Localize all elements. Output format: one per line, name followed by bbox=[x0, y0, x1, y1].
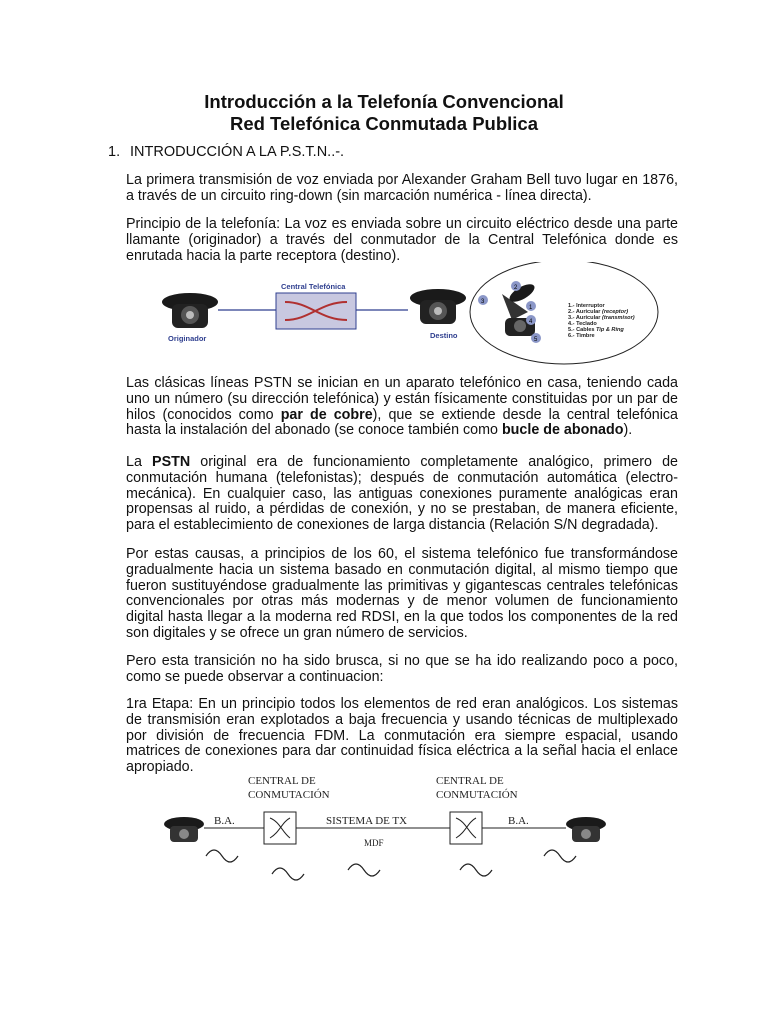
right-phone-icon bbox=[566, 817, 606, 842]
destination-label: Destino bbox=[430, 331, 458, 340]
callout-1 bbox=[526, 301, 536, 311]
right-switch-box bbox=[450, 812, 482, 844]
paragraph-pstn-analog: La PSTN original era de funcionamiento completamente analógico, primero de conmutación humana (telefonistas); después de conmutación automática (electro-mecánica). En cualquier caso, las antiguas conexiones puramente analógicas eran propensas al ruido, a pérdidas de conexión, y no se prestaban, de manera eficiente, para el establecimiento de conexiones de larga distancia (Relación S/N degradada). bbox=[126, 454, 679, 534]
callout-5 bbox=[531, 333, 541, 343]
mdf-label: MDF bbox=[364, 838, 384, 848]
svg-text:3: 3 bbox=[481, 299, 485, 305]
svg-text:2.- Auricular (receptor): 2.- Auricular (receptor) bbox=[568, 309, 629, 315]
callout-4 bbox=[526, 315, 536, 325]
analog-waveforms bbox=[206, 850, 576, 880]
callout-2 bbox=[511, 281, 521, 291]
central-label: Central Telefónica bbox=[281, 282, 346, 291]
detail-oval bbox=[470, 262, 658, 364]
destination-phone-icon bbox=[410, 289, 466, 324]
left-switch-box bbox=[264, 812, 296, 844]
document-subtitle: Red Telefónica Conmutada Publica bbox=[229, 113, 539, 134]
svg-text:3.- Auricular (transmisor): 3.- Auricular (transmisor) bbox=[568, 315, 635, 321]
telephone-network-figure bbox=[150, 262, 680, 372]
origin-label: Originador bbox=[168, 334, 207, 343]
svg-text:6.- Timbre: 6.- Timbre bbox=[568, 333, 595, 339]
svg-text:5: 5 bbox=[534, 337, 538, 343]
svg-text:4: 4 bbox=[529, 319, 533, 325]
section-heading bbox=[108, 144, 344, 160]
ba-left-label: B.A. bbox=[214, 815, 235, 827]
svg-text:1: 1 bbox=[529, 305, 533, 311]
central-left-line2: CONMUTACIÓN bbox=[248, 789, 330, 801]
paragraph-gradual: Pero esta transición no ha sido brusca, si no que se ha ido realizando poco a poco, como se puede observar a continuacion: bbox=[126, 653, 678, 685]
document-title: Introducción a la Telefonía Convencional bbox=[204, 91, 564, 112]
callout-3 bbox=[478, 295, 488, 305]
analog-switching-figure bbox=[160, 770, 610, 898]
paragraph-intro: La primera transmisión de voz enviada por Alexander Graham Bell tuvo lugar en 1876, a través de un circuito ring-down (sin marcación numérica - línea directa). bbox=[126, 172, 678, 204]
origin-phone-icon bbox=[162, 293, 218, 328]
section-title: INTRODUCCIÓN A LA P.S.T.N..-. bbox=[130, 144, 345, 160]
central-right-line2: CONMUTACIÓN bbox=[436, 789, 518, 801]
paragraph-digital-transition: Por estas causas, a principios de los 60, el sistema telefónico fue transformándose gradualmente hacia un sistema basado en conmutación digital, al mismo tiempo que fueron sustituyéndose gradualmente las primitivas y gigantescas centrales telefónicas convencionales por otras más modernas y de menor volumen de funcionamiento digital hasta llegar a la moderna red RDSI, en la que todos los componentes de la red son digitales y se ofrece un gran número de servicios. bbox=[126, 546, 678, 641]
paragraph-first-stage: 1ra Etapa: En un principio todos los elementos de red eran analógicos. Los sistemas de transmisión eran explotados a baja frecuencia y usando técnicas de multiplexado por división de frecuencia FDM. La conmutación era siempre espacial, usando matrices de conexiones para dar continuidad física eléctrica a la señal hacia el enlace apropiado. bbox=[126, 696, 678, 776]
svg-text:5.- Cables Tip & Ring: 5.- Cables Tip & Ring bbox=[568, 327, 624, 333]
central-left-line1: CENTRAL DE bbox=[248, 775, 316, 787]
svg-text:1.- Interruptor: 1.- Interruptor bbox=[568, 303, 605, 309]
central-right-line1: CENTRAL DE bbox=[436, 775, 504, 787]
paragraph-principle: Principio de la telefonía: La voz es enviada sobre un circuito eléctrico desde una parte llamante (originador) a través del conmutador de la Central Telefónica donde es enrutada hacia la parte receptora (destino). bbox=[126, 216, 678, 264]
ba-right-label: B.A. bbox=[508, 815, 529, 827]
section-number: 1. bbox=[108, 144, 121, 160]
paragraph-pstn-lines: Las clásicas líneas PSTN se inician en un aparato telefónico en casa, teniendo cada uno un número (su dirección telefónica) y están físicamente constituidas por un par de hilos (conocidos como par de cobre), que se extiende desde la central telefónica hasta la instalación del abonado (se conoce también como bucle de abonado). bbox=[126, 375, 679, 439]
svg-text:4.- Teclado: 4.- Teclado bbox=[568, 321, 597, 327]
svg-text:2: 2 bbox=[514, 285, 518, 291]
system-tx-label: SISTEMA DE TX bbox=[326, 815, 408, 827]
left-phone-icon bbox=[164, 817, 204, 842]
